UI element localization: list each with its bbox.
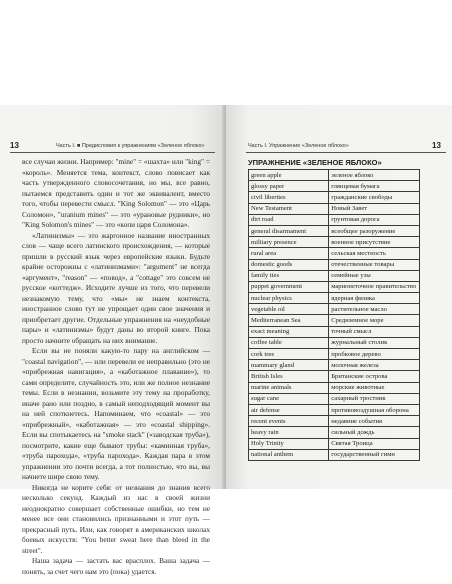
english-phrase-cell: national anthem	[249, 449, 329, 460]
table-row	[249, 214, 420, 225]
section-title: УПРАЖНЕНИЕ «ЗЕЛЕНОЕ ЯБЛОКО»	[248, 158, 382, 167]
table-row	[249, 382, 420, 393]
table-row	[249, 270, 420, 281]
table-row	[249, 281, 420, 292]
left-header-rule	[10, 152, 215, 153]
right-running-head: Часть I. Упражнение «Зеленое яблоко»	[248, 143, 349, 149]
russian-translation-cell: гражданские свободы	[329, 192, 420, 203]
table-row	[249, 248, 420, 259]
russian-translation-cell: сахарный тростник	[329, 393, 420, 404]
table-row	[249, 315, 420, 326]
russian-translation-cell: сельская местность	[329, 248, 420, 259]
table-row	[249, 170, 420, 181]
book-spread	[0, 105, 452, 576]
left-page-number: 13	[10, 141, 19, 150]
russian-translation-cell: морские животные	[329, 382, 420, 393]
table-row	[249, 393, 420, 404]
body-paragraph: все случаи жизни. Например: "mine" = «шахта» или "king" = «король». Меняется тема, контекст, слово повисает как часть утвержденного словосочетания, но мы, все равно, пытаемся представить один и тот же эквивалент, вместо того, чтобы перевести смысл. "King Solomon" — это «Царь Соломон», "uranium mines" — это «урановые рудники», но "King Solomon's mines" — это «копи царя Соломона».	[22, 157, 210, 229]
english-phrase-cell: coffee table	[249, 337, 329, 348]
table-row	[249, 203, 420, 214]
english-phrase-cell: cork tree	[249, 349, 329, 360]
table-row	[249, 304, 420, 315]
table-row	[249, 438, 420, 449]
russian-translation-cell: Новый Завет	[329, 203, 420, 214]
english-phrase-cell: marine animals	[249, 382, 329, 393]
russian-translation-cell: растительное масло	[329, 304, 420, 315]
russian-translation-cell: глянцевая бумага	[329, 181, 420, 192]
russian-translation-cell: Британские острова	[329, 371, 420, 382]
left-body-text	[22, 157, 210, 577]
russian-translation-cell: Средиземное море	[329, 315, 420, 326]
english-phrase-cell: exact meaning	[249, 326, 329, 337]
russian-translation-cell: молочная железа	[329, 360, 420, 371]
english-phrase-cell: New Testament	[249, 203, 329, 214]
english-phrase-cell: puppet government	[249, 281, 329, 292]
left-page	[0, 105, 224, 576]
russian-translation-cell: грунтовая дорога	[329, 214, 420, 225]
english-phrase-cell: nuclear physics	[249, 293, 329, 304]
russian-translation-cell: семейные узы	[329, 270, 420, 281]
table-row	[249, 326, 420, 337]
table-row	[249, 404, 420, 415]
english-phrase-cell: military presence	[249, 237, 329, 248]
english-phrase-cell: mammary gland	[249, 360, 329, 371]
table-row	[249, 427, 420, 438]
table-row	[249, 349, 420, 360]
russian-translation-cell: ядерная физика	[329, 293, 420, 304]
english-phrase-cell: heavy rain	[249, 427, 329, 438]
english-phrase-cell: glossy paper	[249, 181, 329, 192]
table-row	[249, 192, 420, 203]
russian-translation-cell: точный смысл	[329, 326, 420, 337]
table-row	[249, 225, 420, 236]
table-row	[249, 360, 420, 371]
english-phrase-cell: sugar cane	[249, 393, 329, 404]
russian-translation-cell: марионеточное правительство	[329, 281, 420, 292]
english-phrase-cell: Mediterranean Sea	[249, 315, 329, 326]
english-phrase-cell: general disarmament	[249, 225, 329, 236]
russian-translation-cell: зеленое яблоко	[329, 170, 420, 181]
table-row	[249, 371, 420, 382]
right-page-number: 13	[432, 141, 441, 150]
russian-translation-cell: всеобщее разоружение	[329, 225, 420, 236]
table-row	[249, 416, 420, 427]
english-phrase-cell: dirt road	[249, 214, 329, 225]
right-header-rule	[246, 152, 446, 153]
body-paragraph: Если вы не поняли какую-то пару на английском — "coastal navigation", — или перевели ее неправильно (это не «прибрежная навигация», а «каботажное плавание»), то сами определите, случайность это, или же полное незнание темы. Если в незнании, возьмите эту тему на проработку, иначе рано или поздно, в самый неподходящий момент вы на ней споткнетесь. Напоминаем, что «coastal» — это «прибрежный», «каботажная» — это «coastal shipping». Если вы спотыкаетесь на "smoke stack" («заводская труба»), посмотрите, какие еще бывают трубы: «каминная труба», «труба парохода», «труба парохода». Каждая пара в этом упражнении это почти всегда, а тот полностью, что вы, вы начнете шире свою тему.	[22, 346, 210, 481]
russian-translation-cell: отечественные товары	[329, 259, 420, 270]
russian-translation-cell: государственный гимн	[329, 449, 420, 460]
table-row	[249, 259, 420, 270]
russian-translation-cell: недавние события	[329, 416, 420, 427]
table-row	[249, 449, 420, 460]
russian-translation-cell: противовоздушная оборона	[329, 404, 420, 415]
vocabulary-table	[248, 169, 420, 461]
english-phrase-cell: air defense	[249, 404, 329, 415]
english-phrase-cell: rural area	[249, 248, 329, 259]
left-running-head: Часть I. ■ Предисловия к упражнениям «Зеленое яблоко»	[56, 143, 205, 149]
english-phrase-cell: family ties	[249, 270, 329, 281]
body-paragraph: Никогда не корите себя: от незнания до знания всего несколько секунд. Каждый из нас в своей жизни неоднократно совершает собственные ошибки, но тем не менее все они становились признанными и этот путь — прекрасный путь. Или, как говорят в американских школах боевых искусств: "You better sweat here than bleed in the street".	[22, 482, 210, 555]
english-phrase-cell: domestic goods	[249, 259, 329, 270]
russian-translation-cell: военное присутствие	[329, 237, 420, 248]
english-phrase-cell: Holy Trinity	[249, 438, 329, 449]
table-row	[249, 293, 420, 304]
russian-translation-cell: Святая Троица	[329, 438, 420, 449]
russian-translation-cell: журнальный столик	[329, 337, 420, 348]
english-phrase-cell: British Isles	[249, 371, 329, 382]
english-phrase-cell: civil liberties	[249, 192, 329, 203]
russian-translation-cell: сильный дождь	[329, 427, 420, 438]
english-phrase-cell: green apple	[249, 170, 329, 181]
table-row	[249, 337, 420, 348]
table-row	[249, 237, 420, 248]
russian-translation-cell: пробковое дерево	[329, 349, 420, 360]
table-row	[249, 181, 420, 192]
english-phrase-cell: recent events	[249, 416, 329, 427]
body-paragraph: Наша задача — застать вас врасплох. Ваша задача — понять, за счет чего нам это (пока) удается.	[22, 556, 210, 576]
body-paragraph: «Латинизмы» — это жаргонное название иностранных слов — чаще всего латинского происхождения, — которые пришли в русский язык через европейские языки. Будьте крайне осторожны с «латинизмами»: "argument" не всегда «аргумент», "reason" — «повод», а "cottage" это совсем не русское «коттедж». Исходите лучше из того, что перевели незнакомую тему, что «мы» не знаем контекста, иностранное слово тут не упрощает один свое значения и приобретает другие. Отдельные упражнения на «неудобные пары» и «латинизмы» будут даны во второй книге. Пока просто начните обращать на них внимание.	[22, 230, 210, 345]
english-phrase-cell: vegetable oil	[249, 304, 329, 315]
